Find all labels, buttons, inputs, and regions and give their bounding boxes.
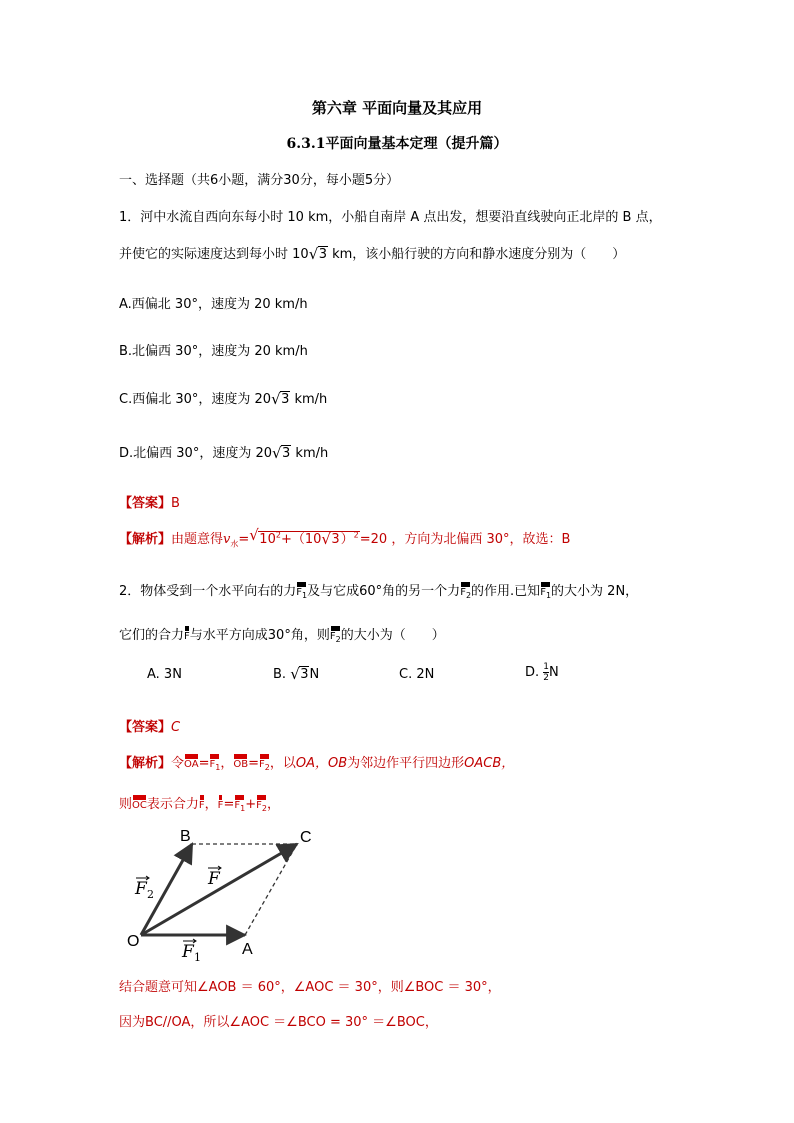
vector-f: F: [184, 626, 190, 642]
q2-stem-line1: 2．物体受到一个水平向右的力$F_1$及与它成60°角的另一个力$F_2$的作用.已知$F_1$的大小为 2N，: [119, 584, 639, 600]
point-a-label: A: [242, 941, 253, 958]
q1-answer: 【答案】B: [119, 496, 180, 511]
sqrt-symbol: √ 3: [309, 247, 328, 262]
q2-analysis-line4: 因为BC//OA，所以∠AOC ＝∠BCO = 30° ＝∠BOC，: [119, 1015, 438, 1030]
svg-text:1: 1: [194, 951, 201, 962]
label-f1: [181, 939, 201, 962]
q2-analysis-line3: 结合题意可知∠AOB ＝ 60°，∠AOC ＝ 30°，则∠BOC ＝ 30°，: [119, 980, 501, 995]
q1-stem-line1: 1．河中水流自西向东每小时 10 km，小船自南岸 A 点出发，想要沿直线驶向正北岸的 B 点，: [119, 210, 662, 225]
point-o-label: O: [127, 933, 140, 950]
label-f: [207, 866, 221, 889]
q1-option-d: D.北偏西 30°，速度为 20√ 3 km/h: [119, 442, 328, 461]
vector-f1: $F_1$: [296, 582, 307, 600]
q1-option-c: C.西偏北 30°，速度为 20√ 3 km/h: [119, 388, 327, 407]
q2-stem-line2: 它们的合力F与水平方向成30°角，则$F_2$的大小为（ ）: [119, 628, 445, 644]
q2-answer: 【答案】C: [119, 720, 181, 735]
svg-text:2: 2: [147, 888, 154, 901]
section-heading: 一、选择题（共6小题，满分30分，每小题5分）: [119, 173, 400, 188]
q1-option-a: A.西偏北 30°，速度为 20 km/h: [119, 297, 308, 312]
svg-text:F: F: [182, 942, 194, 962]
point-c-label: C: [300, 829, 312, 846]
point-b-label: B: [180, 828, 191, 845]
q2-option-b: B. √ 3N: [273, 667, 319, 682]
parallelogram-diagram: [120, 822, 330, 962]
q2-analysis-line2: 则OC表示合力F，$F=F_1+F_2$，: [119, 797, 280, 813]
q2-option-d: D. $\frac{1}{2}$ N: [525, 662, 559, 683]
q2-option-a: A. 3N: [147, 667, 182, 682]
q2-analysis-line1: 【解析】令$OA=F_1$，$OB=F_2$，以OA，OB为邻边作平行四边形OACB，: [119, 756, 515, 772]
svg-text:F: F: [135, 879, 147, 899]
q1-analysis: 【解析】由题意得$v_水=√$ $10^2+(10√$ 3）$^2$=20 ，方向为北偏西 30°，故选：B: [119, 528, 570, 550]
arrow-oc: [141, 844, 297, 935]
svg-text:F: F: [208, 869, 220, 889]
vector-f2: $F_2$: [460, 582, 471, 600]
label-f2: [134, 876, 154, 901]
q1-option-b: B.北偏西 30°，速度为 20 km/h: [119, 344, 308, 359]
page-subtitle: 6.3.1平面向量基本定理（提升篇）: [286, 136, 508, 152]
q1-stem-line2: 并使它的实际速度达到每小时 10√ 3 km，该小船行驶的方向和静水速度分别为（ ）: [119, 243, 625, 262]
page-title: 第六章 平面向量及其应用: [311, 99, 483, 117]
q2-option-c: C. 2N: [399, 667, 435, 682]
